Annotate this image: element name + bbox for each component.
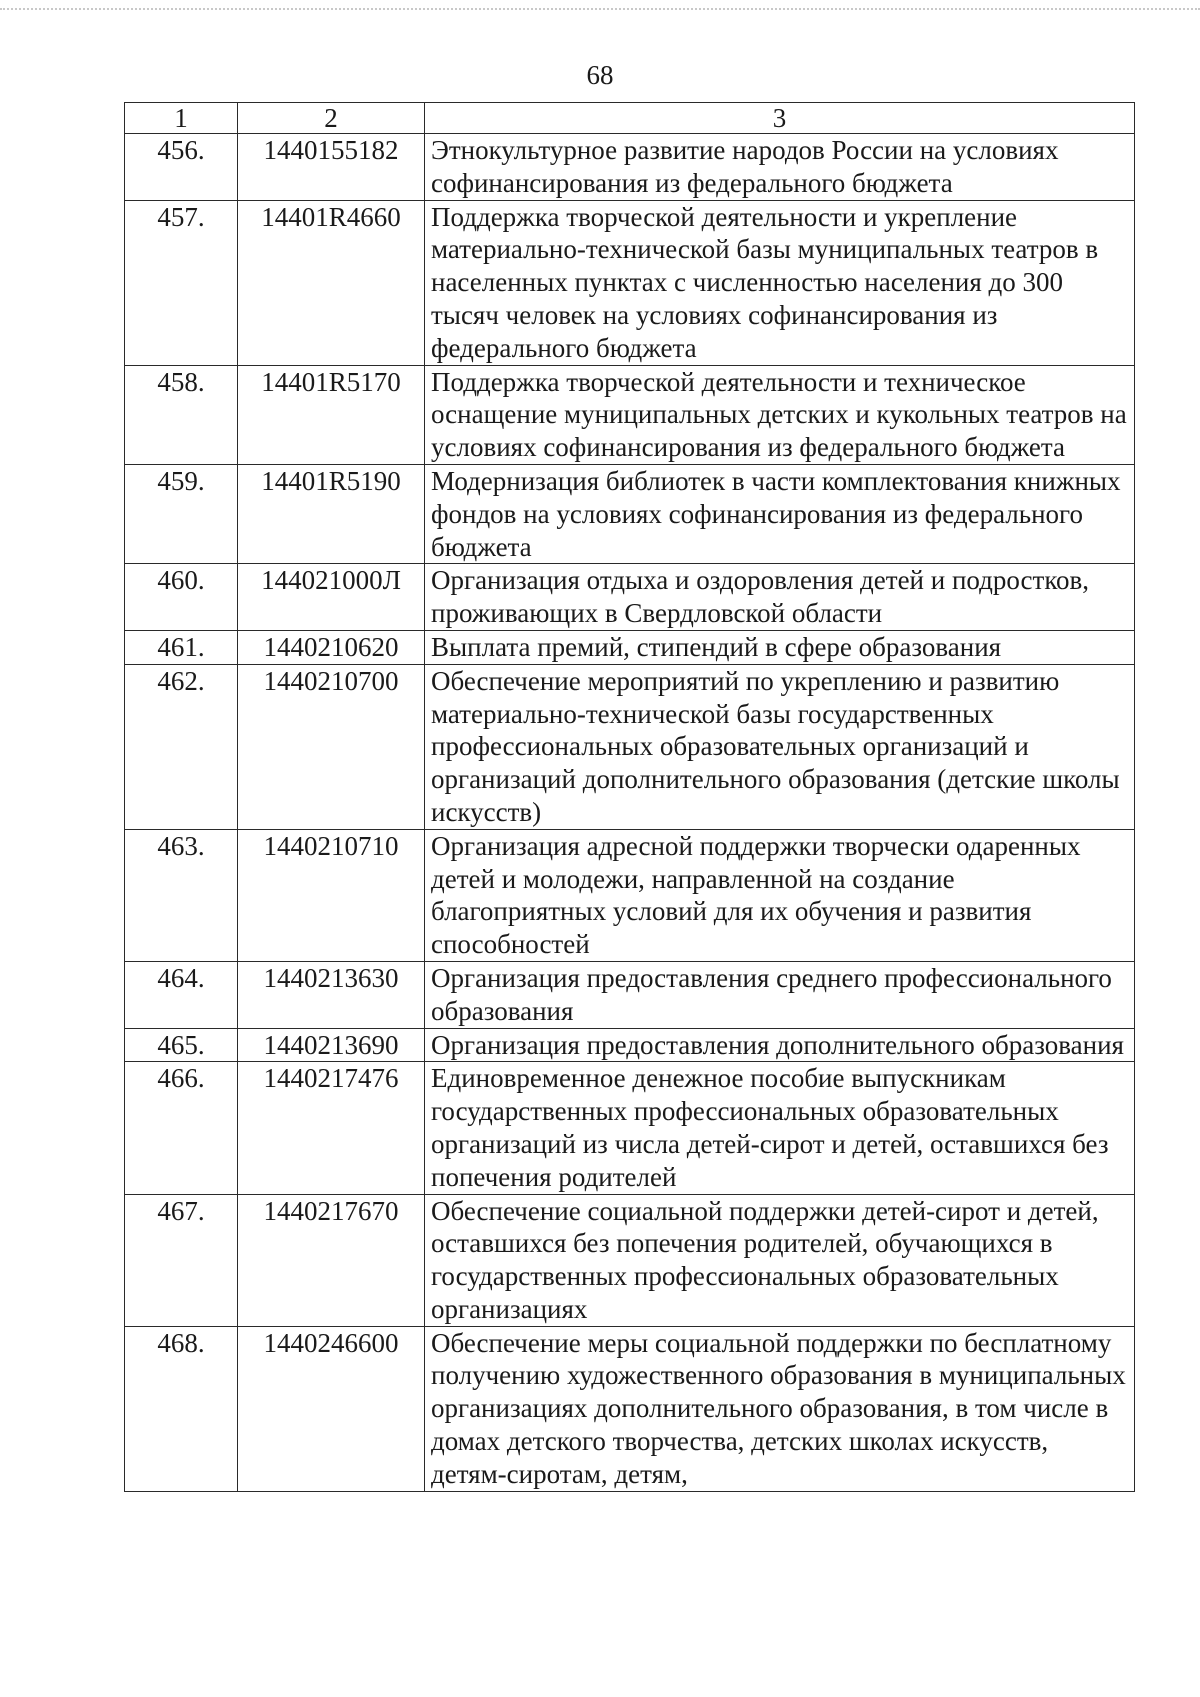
row-description: Организация адресной поддержки творчески одаренных детей и молодежи, направленной на создание благоприятных условий для их обучения и развития способностей	[425, 829, 1135, 961]
row-number: 456.	[125, 134, 238, 201]
row-code: 1440213630	[238, 961, 425, 1028]
row-code: 1440213690	[238, 1028, 425, 1062]
row-code: 1440210710	[238, 829, 425, 961]
row-description: Организация предоставления дополнительного образования	[425, 1028, 1135, 1062]
row-number: 462.	[125, 664, 238, 829]
row-code: 1440210700	[238, 664, 425, 829]
table-row	[125, 1194, 1135, 1326]
table-row	[125, 961, 1135, 1028]
row-description: Обеспечение мероприятий по укреплению и развитию материально-технической базы государственных профессиональных образовательных организаций и организаций дополнительного образования (детские школы искусств)	[425, 664, 1135, 829]
row-description: Модернизация библиотек в части комплектования книжных фондов на условиях софинансирования из федерального бюджета	[425, 464, 1135, 563]
row-number: 467.	[125, 1194, 238, 1326]
row-number: 457.	[125, 200, 238, 365]
table-row	[125, 564, 1135, 631]
row-number: 463.	[125, 829, 238, 961]
row-description: Поддержка творческой деятельности и техническое оснащение муниципальных детских и кукольных театров на условиях софинансирования из федерального бюджета	[425, 365, 1135, 464]
row-code: 14401R5170	[238, 365, 425, 464]
row-code: 1440217670	[238, 1194, 425, 1326]
table-row	[125, 200, 1135, 365]
table-row	[125, 1326, 1135, 1491]
row-description: Обеспечение социальной поддержки детей-сирот и детей, оставшихся без попечения родителей, обучающихся в государственных профессиональных образовательных организациях	[425, 1194, 1135, 1326]
row-description: Организация предоставления среднего профессионального образования	[425, 961, 1135, 1028]
row-description: Этнокультурное развитие народов России на условиях софинансирования из федерального бюджета	[425, 134, 1135, 201]
row-description: Обеспечение меры социальной поддержки по бесплатному получению художественного образования в муниципальных организациях дополнительного образования, в том числе в домах детского творчества, детских школах искусств, детям-сиротам, детям,	[425, 1326, 1135, 1491]
row-description: Единовременное денежное пособие выпускникам государственных профессиональных образовательных организаций из числа детей-сирот и детей, оставшихся без попечения родителей	[425, 1062, 1135, 1194]
row-number: 465.	[125, 1028, 238, 1062]
table-row	[125, 365, 1135, 464]
row-number: 459.	[125, 464, 238, 563]
row-description: Выплата премий, стипендий в сфере образования	[425, 630, 1135, 664]
page-number: 68	[586, 60, 614, 90]
table-row	[125, 464, 1135, 563]
table-row	[125, 664, 1135, 829]
row-number: 458.	[125, 365, 238, 464]
page-top-edge	[0, 8, 1200, 10]
row-code: 1440210620	[238, 630, 425, 664]
row-code: 144021000Л	[238, 564, 425, 631]
row-code: 14401R5190	[238, 464, 425, 563]
registry-table	[124, 102, 1135, 1492]
header-row	[125, 103, 1135, 134]
row-number: 460.	[125, 564, 238, 631]
column-header-number: 1	[125, 103, 238, 134]
row-number: 468.	[125, 1326, 238, 1491]
table-row	[125, 134, 1135, 201]
row-description: Поддержка творческой деятельности и укрепление материально-технической базы муниципальных театров в населенных пунктах с численностью населения до 300 тысяч человек на условиях софинансирования из федерального бюджета	[425, 200, 1135, 365]
table-row	[125, 829, 1135, 961]
table-row	[125, 1028, 1135, 1062]
table-row	[125, 1062, 1135, 1194]
row-number: 466.	[125, 1062, 238, 1194]
row-description: Организация отдыха и оздоровления детей и подростков, проживающих в Свердловской области	[425, 564, 1135, 631]
column-header-code: 2	[238, 103, 425, 134]
row-code: 1440155182	[238, 134, 425, 201]
row-code: 14401R4660	[238, 200, 425, 365]
table-row	[125, 630, 1135, 664]
row-code: 1440246600	[238, 1326, 425, 1491]
row-number: 461.	[125, 630, 238, 664]
row-number: 464.	[125, 961, 238, 1028]
column-header-description: 3	[425, 103, 1135, 134]
row-code: 1440217476	[238, 1062, 425, 1194]
